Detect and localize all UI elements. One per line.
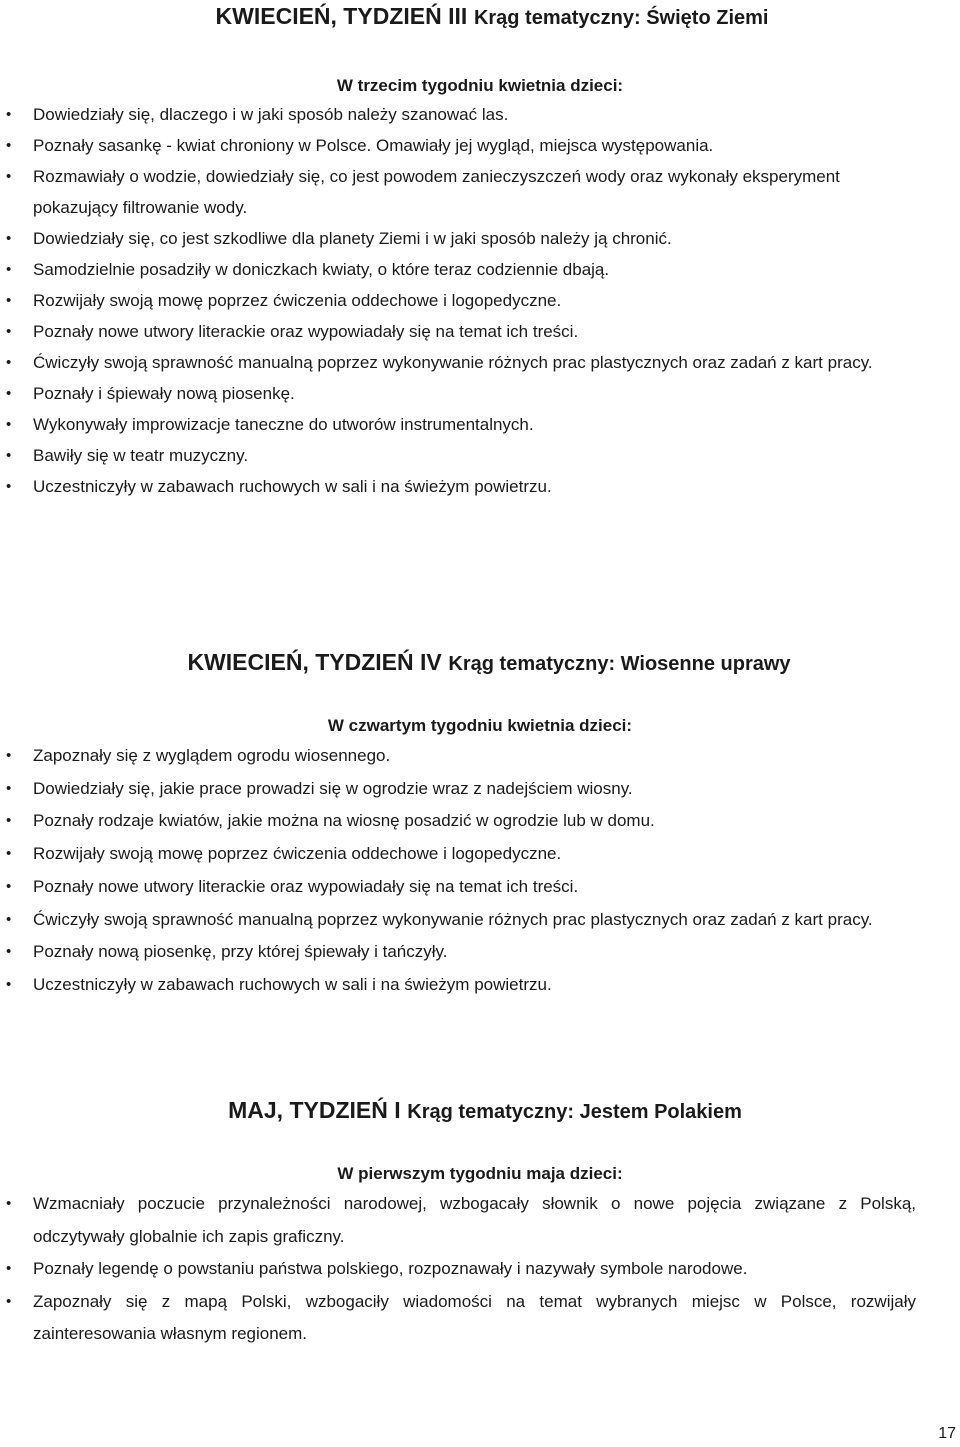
- bullet-icon: •: [6, 106, 12, 123]
- list-item: • Poznały nową piosenkę, przy której śpiewały i tańczyły.: [0, 936, 960, 969]
- section-title: [0, 646, 960, 680]
- page-number: 17: [938, 1425, 956, 1442]
- section-title: [0, 0, 960, 34]
- title-main: KWIECIEŃ, TYDZIEŃ IV: [187, 649, 442, 675]
- list-item: • Poznały sasankę - kwiat chroniony w Polsce. Omawiały jej wygląd, miejsca występowania.: [0, 130, 960, 161]
- bullet-icon: •: [6, 747, 12, 764]
- bullet-icon: •: [6, 478, 12, 495]
- item-list: [0, 1188, 960, 1351]
- title-theme: Krąg tematyczny: Święto Ziemi: [473, 7, 769, 29]
- bullet-icon: •: [6, 447, 12, 464]
- section-title: [0, 1094, 960, 1128]
- list-item: • Rozmawiały o wodzie, dowiedziały się, co jest powodem zanieczyszczeń wody oraz wykonały eksperyment pokazujący filtrowanie wody.: [0, 161, 960, 223]
- title-main: KWIECIEŃ, TYDZIEŃ III: [215, 3, 468, 29]
- list-item: • Dowiedziały się, dlaczego i w jaki sposób należy szanować las.: [0, 99, 960, 130]
- bullet-icon: •: [6, 230, 12, 247]
- list-item: • Rozwijały swoją mowę poprzez ćwiczenia oddechowe i logopedyczne.: [0, 285, 960, 316]
- bullet-icon: •: [6, 168, 12, 185]
- list-item: • Poznały nowe utwory literackie oraz wypowiadały się na temat ich treści.: [0, 871, 960, 904]
- bullet-icon: •: [6, 910, 12, 928]
- bullet-icon: •: [6, 845, 12, 863]
- item-list: [0, 99, 960, 502]
- list-item: • Ćwiczyły swoją sprawność manualną poprzez wykonywanie różnych prac plastycznych oraz zadań z kart pracy.: [0, 904, 960, 937]
- bullet-icon: •: [6, 812, 12, 830]
- list-item: • Poznały legendę o powstaniu państwa polskiego, rozpoznawały i nazywały symbole narodowe.: [0, 1253, 960, 1286]
- section-lead: W pierwszym tygodniu maja dzieci:: [337, 1164, 623, 1183]
- list-item: • Uczestniczyły w zabawach ruchowych w sali i na świeżym powietrzu.: [0, 471, 960, 502]
- list-item: • Wzmacniały poczucie przynależności narodowej, wzbogacały słownik o nowe pojęcia związane z Polską, odczytywały globalnie ich zapis graficzny.: [0, 1188, 960, 1253]
- section-may-week-1: [0, 1094, 960, 1351]
- list-item: • Poznały rodzaje kwiatów, jakie można na wiosnę posadzić w ogrodzie lub w domu.: [0, 805, 960, 838]
- title-main: MAJ, TYDZIEŃ I: [228, 1097, 401, 1123]
- bullet-icon: •: [6, 975, 12, 993]
- section-lead: W trzecim tygodniu kwietnia dzieci:: [336, 76, 624, 95]
- section-lead: W czwartym tygodniu kwietnia dzieci:: [327, 716, 633, 735]
- list-item: • Dowiedziały się, jakie prace prowadzi się w ogrodzie wraz z nadejściem wiosny.: [0, 773, 960, 806]
- title-theme: Krąg tematyczny: Jestem Polakiem: [407, 1101, 742, 1123]
- title-theme: Krąg tematyczny: Wiosenne uprawy: [448, 653, 791, 675]
- list-item: • Poznały i śpiewały nową piosenkę.: [0, 378, 960, 409]
- item-list: [0, 740, 960, 1002]
- list-item: • Poznały nowe utwory literackie oraz wypowiadały się na temat ich treści.: [0, 316, 960, 347]
- bullet-icon: •: [6, 354, 12, 371]
- list-item: • Rozwijały swoją mowę poprzez ćwiczenia oddechowe i logopedyczne.: [0, 838, 960, 871]
- list-item: • Uczestniczyły w zabawach ruchowych w sali i na świeżym powietrzu.: [0, 969, 960, 1002]
- bullet-icon: •: [6, 779, 12, 797]
- bullet-icon: •: [6, 1260, 12, 1277]
- list-item: • Zapoznały się z mapą Polski, wzbogaciły wiadomości na temat wybranych miejsc w Polsce, rozwijały zainteresowania własnym regionem.: [0, 1286, 960, 1351]
- list-item: • Ćwiczyły swoją sprawność manualną poprzez wykonywanie różnych prac plastycznych oraz zadań z kart pracy.: [0, 347, 960, 378]
- bullet-icon: •: [6, 261, 12, 278]
- bullet-icon: •: [6, 943, 12, 961]
- bullet-icon: •: [6, 385, 12, 402]
- list-item: • Wykonywały improwizacje taneczne do utworów instrumentalnych.: [0, 409, 960, 440]
- bullet-icon: •: [6, 323, 12, 340]
- section-april-week-4: [0, 646, 960, 1002]
- list-item: • Zapoznały się z wyglądem ogrodu wiosennego.: [0, 740, 960, 773]
- list-item: • Bawiły się w teatr muzyczny.: [0, 440, 960, 471]
- bullet-icon: •: [6, 1195, 12, 1212]
- section-april-week-3: [0, 0, 960, 502]
- bullet-icon: •: [6, 292, 12, 309]
- list-item: • Samodzielnie posadziły w doniczkach kwiaty, o które teraz codziennie dbają.: [0, 254, 960, 285]
- bullet-icon: •: [6, 416, 12, 433]
- list-item: • Dowiedziały się, co jest szkodliwe dla planety Ziemi i w jaki sposób należy ją chronić.: [0, 223, 960, 254]
- bullet-icon: •: [6, 137, 12, 154]
- bullet-icon: •: [6, 1292, 12, 1310]
- bullet-icon: •: [6, 877, 12, 895]
